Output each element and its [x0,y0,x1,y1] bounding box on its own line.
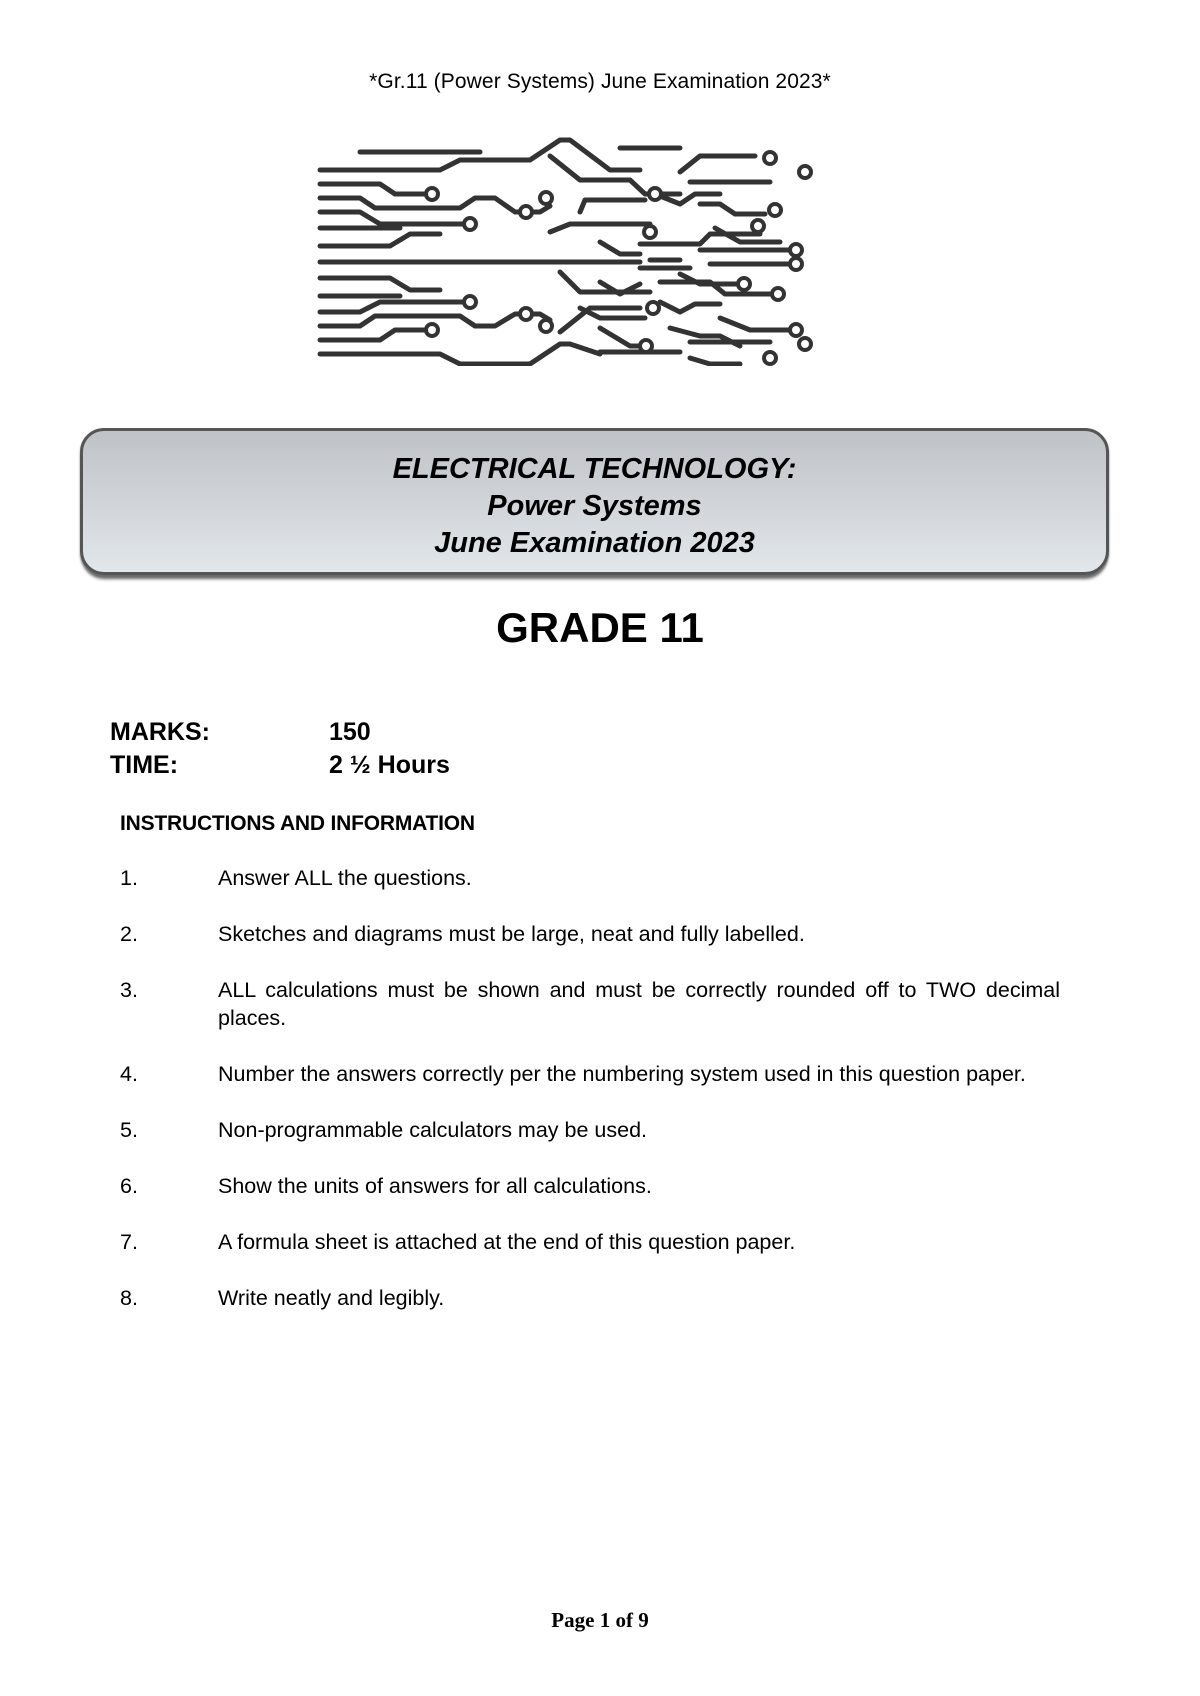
exam-title-box [80,428,1109,575]
marks-label: MARKS: [110,718,210,746]
instruction-item [120,976,1060,1032]
exam-meta [110,716,450,782]
marks-row [110,716,450,749]
instruction-text: A formula sheet is attached at the end of this question paper. [218,1230,796,1254]
instruction-item [120,1228,1060,1256]
instruction-text: Answer ALL the questions. [218,866,472,890]
instruction-text: Number the answers correctly per the numbering system used in this question paper. [218,1062,1026,1086]
instruction-text: Sketches and diagrams must be large, neat and fully labelled. [218,922,805,946]
instruction-item [120,1116,1060,1144]
time-value: 2 ½ Hours [329,751,450,779]
instruction-item [120,920,1060,948]
instruction-item [120,1060,1060,1088]
instruction-item [120,1284,1060,1312]
running-header: *Gr.11 (Power Systems) June Examination 2023* [369,70,831,93]
instruction-text: Show the units of answers for all calculations. [218,1174,652,1198]
grade-heading: GRADE 11 [496,604,704,651]
time-row [110,749,450,782]
instruction-text: Write neatly and legibly. [218,1286,445,1310]
instruction-number: 4. [120,1062,138,1086]
instruction-number: 7. [120,1230,138,1254]
instruction-text: Non-programmable calculators may be used. [218,1118,648,1142]
instruction-item [120,864,1060,892]
subject-title: ELECTRICAL TECHNOLOGY: [392,453,797,485]
instruction-number: 2. [120,922,138,946]
instruction-number: 8. [120,1286,138,1310]
instruction-number: 5. [120,1118,138,1142]
exam-session: June Examination 2023 [434,527,755,559]
paper-title: Power Systems [487,490,702,522]
instruction-number: 6. [120,1174,138,1198]
instructions-list [120,864,1060,1340]
circuit-board-traces-icon [300,132,860,366]
page-number: Page 1 of 9 [551,1608,649,1632]
instruction-item [120,1172,1060,1200]
instruction-number: 3. [120,978,138,1002]
instruction-number: 1. [120,866,138,890]
time-label: TIME: [110,751,179,779]
marks-value: 150 [329,718,371,746]
instruction-text: ALL calculations must be shown and must be correctly rounded off to TWO decimal places. [218,978,1060,1030]
instructions-heading: INSTRUCTIONS AND INFORMATION [120,812,475,835]
